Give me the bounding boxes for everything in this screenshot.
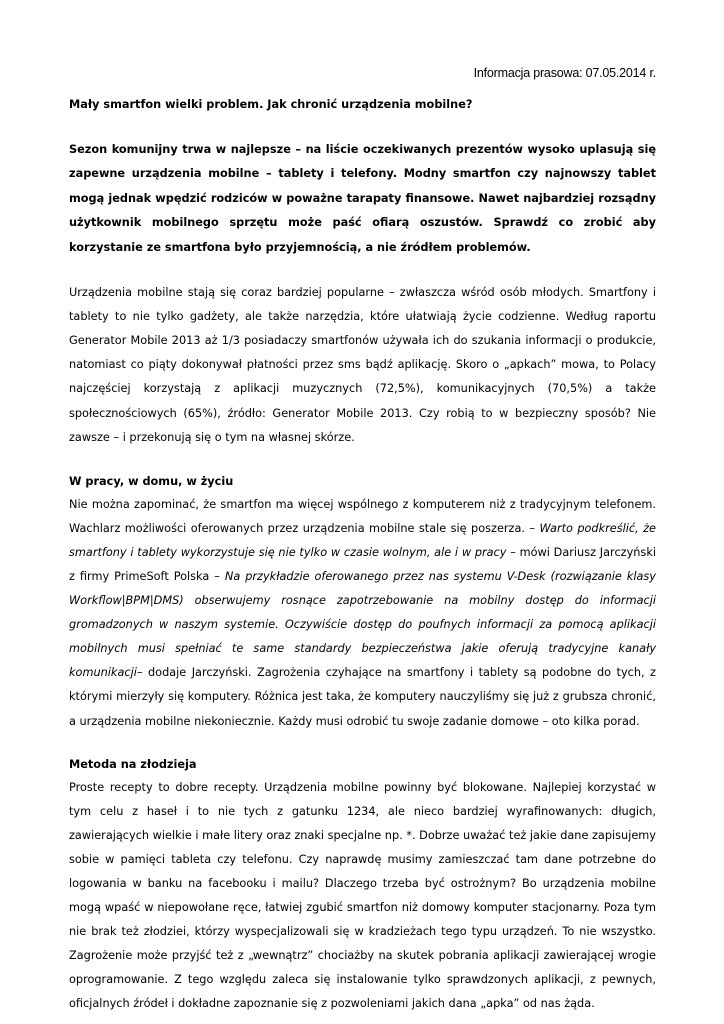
quote-text: Na przykładzie oferowanego przez nas systemu V-Desk (rozwiązanie klasy Workflow|BPM|DMS) obserwujemy rosnące zapotrzebowanie na mobilny dostęp do informacji gromadzonych w naszym systemie. Oczywiście dostęp do poufnych informacji za pomocą aplikacji mobilnych musi spełniać te same standardy bezpieczeństwa jakie oferują tradycyjne kanały komunikacji [69,569,656,680]
paragraph-text: Nie można zapominać, że smartfon ma więcej wspólnego z komputerem niż z tradycyjnym telefonem. Wachlarz możliwości oferowanych przez urządzenia mobilne stale się poszerza. – [69,497,656,535]
lead-paragraph: Sezon komunijny trwa w najlepsze – na liście oczekiwanych prezentów wysoko uplasują się zapewne urządzenia mobilne – tablety i telefony. Modny smartfon czy najnowszy tablet mogą jednak wpędzić rodziców w poważne tarapaty finansowe. Nawet najbardziej rozsądny użytkownik mobilnego sprzętu może paść ofiarą oszustów. Sprawdź co zrobić aby korzystanie ze smartfona było przyjemnością, a nie źródłem problemów. [69,143,656,254]
section-paragraph-work-home-life [69,493,656,734]
section-heading-work-home-life: W pracy, w domu, w życiu [69,474,234,488]
section-paragraph-thief-method: Proste recepty to dobre recepty. Urządzenia mobilne powinny być blokowane. Najlepiej korzystać w tym celu z haseł i to nie tych z gatunku 1234, ale nieco bardziej wyrafinowanych: długich, zawierających wielkie i małe litery oraz znaki specjalne np. *. Dobrze uważać też jakie dane zapisujemy sobie w pamięci tableta czy telefonu. Czy naprawdę musimy zamieszczać tam dane potrzebne do logowania w banku na facebooku i mailu? Dlaczego trzeba być ostrożnym? Bo urządzenia mobilne mogą wpaść w niepowołane ręce, łatwiej zgubić smartfon niż domowy komputer stacjonarny. Poza tym nie brak też złodziei, którzy wyspecjalizowali się w kradzieżach tego typu urządzeń. To nie wszystko. Zagrożenie może przyjść też z „wewnątrz” chociażby na skutek pobrania aplikacji zawierającej wrogie oprogramowanie. Z tego względu zaleca się instalowanie tylko sprawdzonych aplikacji, z pewnych, oficjalnych źródeł i dokładne zapoznanie się z pozwoleniami jakich dana „apka” od nas żąda. [69,780,656,1011]
quote-text: Warto podkreślić, że smartfony i tablety wykorzystuje się nie tylko w czasie wolnym, ale i w pracy [69,521,656,559]
intro-paragraph: Urządzenia mobilne stają się coraz bardziej popularne – zwłaszcza wśród osób młodych. Smartfony i tablety to nie tylko gadżety, ale także narzędzia, które ułatwiają życie codzienne. Według raportu Generator Mobile 2013 aż 1/3 posiadaczy smartfonów używała ich do szukania informacji o produkcie, natomiast co piąty dokonywał płatności przez sms bądź aplikację. Skoro o „apkach” mowa, to Polacy najczęściej korzystają z aplikacji muzycznych (72,5%), komunikacyjnych (70,5%) a także społecznościowych (65%), źródło: Generator Mobile 2013. Czy robią to w bezpieczny sposób? Nie zawsze – i przekonują się o tym na własnej skórze. [69,286,656,444]
paragraph-text: – mówi Dariusz Jarczyński z firmy PrimeSoft Polska – [69,545,656,583]
section-heading-thief-method: Metoda na złodzieja [69,757,197,771]
document-title: Mały smartfon wielki problem. Jak chronić urządzenia mobilne? [69,98,473,111]
paragraph-text: – dodaje Jarczyński. Zagrożenia czyhające na smartfony i tablety są podobne do tych, z którymi mierzyły się komputery. Różnica jest taka, że komputery nauczyliśmy się już z grubsza chronić, a urządzenia mobilne niekoniecznie. Każdy musi odrobić tu swoje zadanie domowe – oto kilka porad. [69,666,656,728]
press-release-date: Informacja prasowa: 07.05.2014 r. [473,66,656,80]
